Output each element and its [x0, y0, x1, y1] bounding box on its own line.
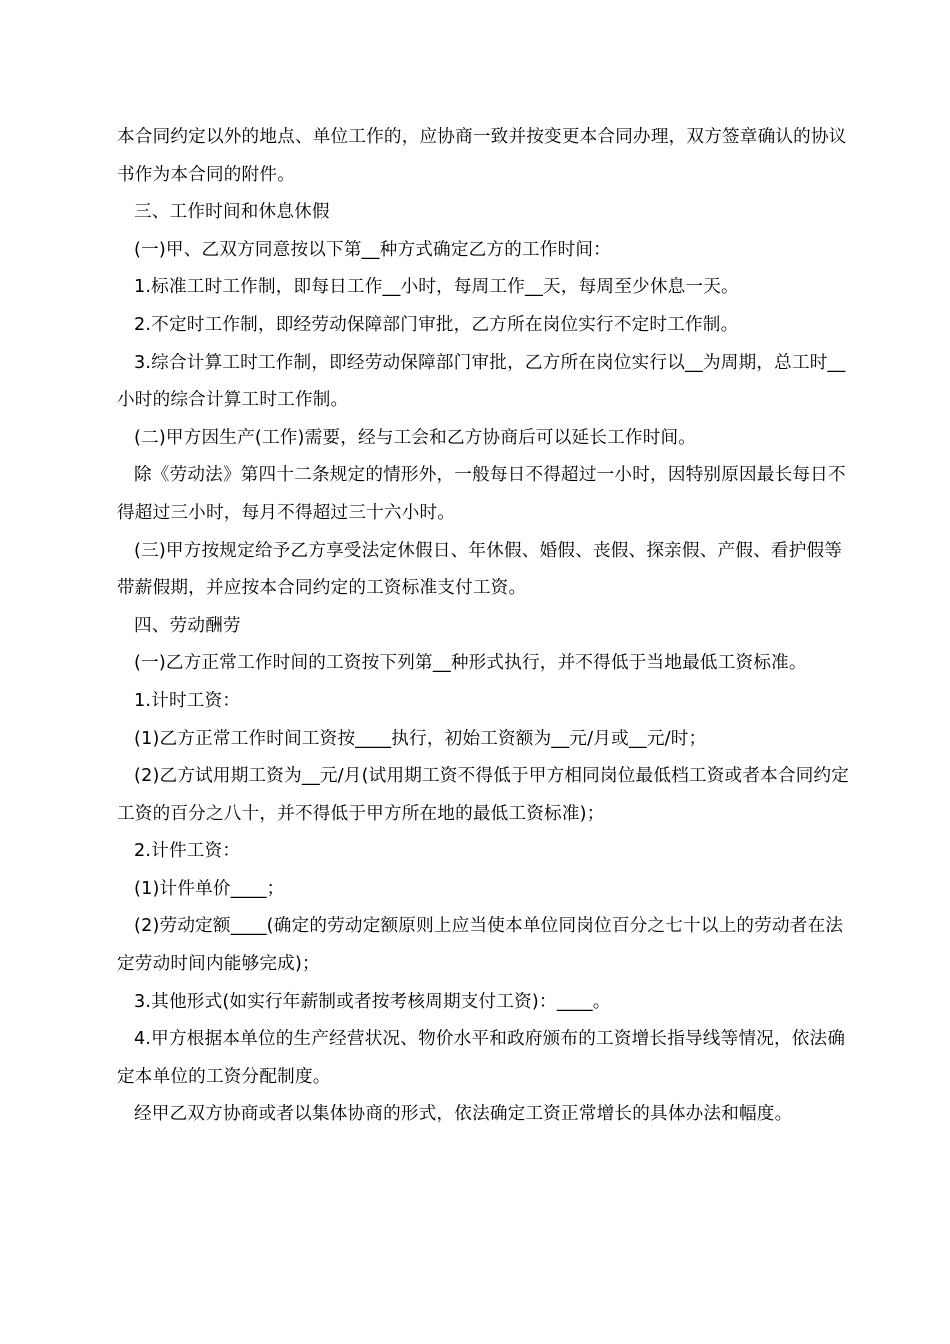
clause-paid-leave: (三)甲方按规定给予乙方享受法定休假日、年休假、婚假、丧假、探亲假、产假、看护假等带薪假期，并应按本合同约定的工资标准支付工资。 [117, 540, 843, 599]
clause-wage-growth: 经甲乙双方协商或者以集体协商的形式，依法确定工资正常增长的具体办法和幅度。 [134, 1104, 793, 1125]
clause-overtime-limits: 除《劳动法》第四十二条规定的情形外，一般每日不得超过一小时，因特别原因最长每日不得超过三小时，每月不得超过三十六小时。 [117, 465, 846, 523]
document-body [117, 119, 852, 1134]
clause-time-wage-2: (2)乙方试用期工资为__元/月(试用期工资不得低于甲方相同岗位最低档工资或者本合同约定工资的百分之八十，并不得低于甲方所在地的最低工资标准)； [117, 766, 850, 824]
clause-time-wage: 1.计时工资： [134, 690, 241, 711]
section-heading-remuneration: 四、劳动酬劳 [134, 615, 241, 636]
clause-overtime: (二)甲方因生产(工作)需要，经与工会和乙方协商后可以延长工作时间。 [134, 427, 697, 448]
clause-standard-hours: 1.标准工时工作制，即每日工作__小时，每周工作__天，每周至少休息一天。 [134, 277, 739, 298]
clause-work-time-method: (一)甲、乙双方同意按以下第__种方式确定乙方的工作时间： [134, 239, 611, 260]
clause-piece-wage-2: (2)劳动定额____(确定的劳动定额原则上应当使本单位同岗位百分之七十以上的劳动者在法定劳动时间内能够完成)； [117, 916, 844, 975]
clause-flexible-hours: 2.不定时工作制，即经劳动保障部门审批，乙方所在岗位实行不定时工作制。 [134, 314, 739, 335]
section-heading-work-hours: 三、工作时间和休息休假 [134, 202, 330, 223]
clause-wage-form: (一)乙方正常工作时间的工资按下列第__种形式执行，并不得低于当地最低工资标准。 [134, 653, 807, 674]
clause-wage-system: 4.甲方根据本单位的生产经营状况、物价水平和政府颁布的工资增长指导线等情况，依法确定本单位的工资分配制度。 [117, 1029, 846, 1087]
clause-piece-wage-1: (1)计件单价____； [134, 878, 285, 899]
clause-piece-wage: 2.计件工资： [134, 841, 241, 862]
clause-other-forms: 3.其他形式(如实行年薪制或者按考核周期支付工资)：____。 [134, 991, 611, 1012]
clause-time-wage-1: (1)乙方正常工作时间工资按____执行，初始工资额为__元/月或__元/时； [134, 728, 707, 749]
paragraph-continuation: 本合同约定以外的地点、单位工作的，应协商一致并按变更本合同办理，双方签章确认的协议书作为本合同的附件。 [117, 127, 847, 185]
clause-comprehensive-hours: 3.综合计算工时工作制，即经劳动保障部门审批，乙方所在岗位实行以__为周期，总工时__小时的综合计算工时工作制。 [117, 352, 846, 411]
